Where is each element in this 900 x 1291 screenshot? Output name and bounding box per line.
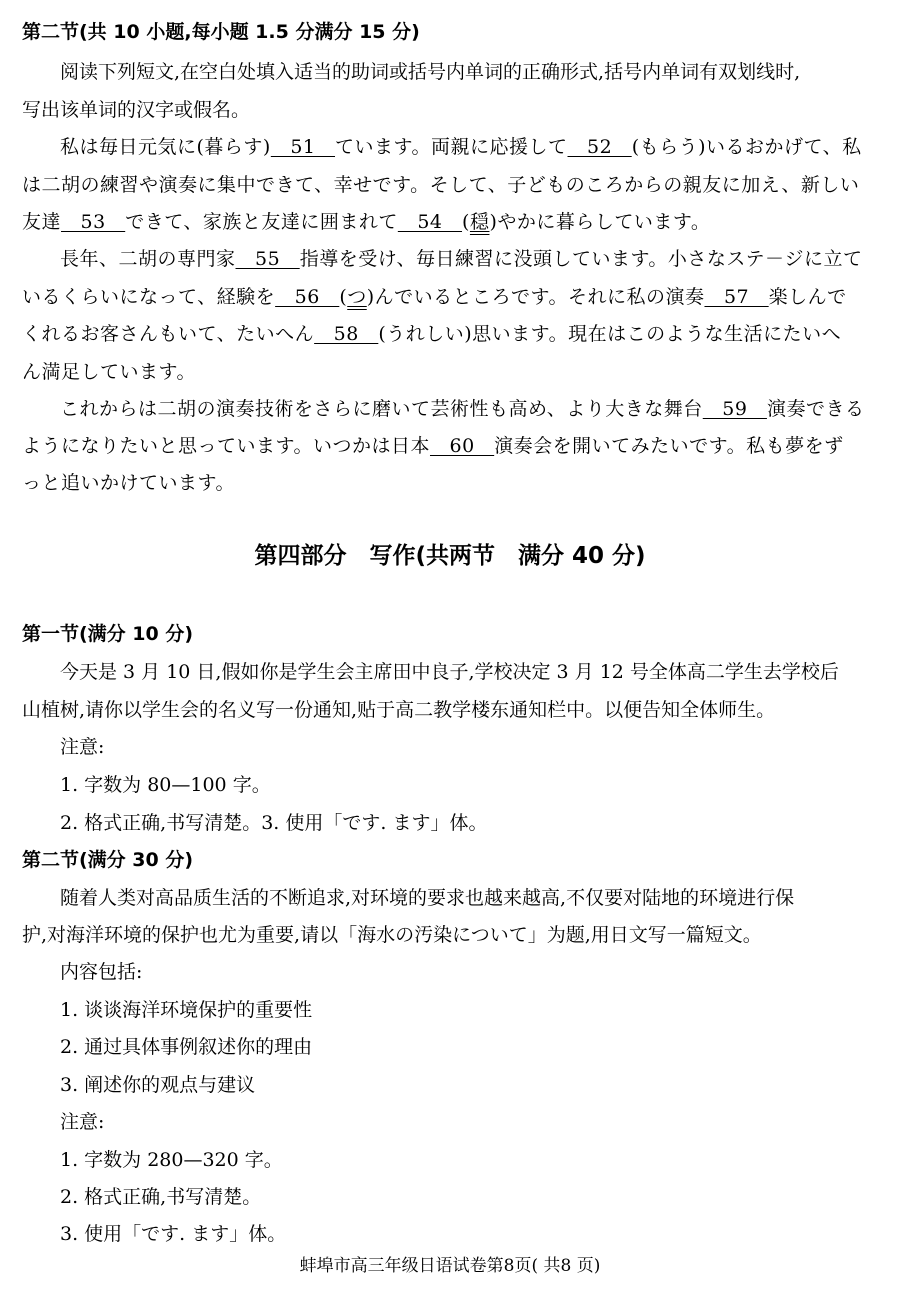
passage-text: (うれしい)思います。現在はこのような生活にたいへ [378, 323, 842, 345]
blank-56: 56 [275, 286, 340, 308]
passage-line6 [22, 320, 882, 348]
passage-line4 [60, 245, 882, 273]
writing-section2-text-line2: 护,对海洋环境的保护也尤为重要,请以「海水の汚染について」为题,用日文写一篇短文。 [22, 924, 762, 946]
page-footer: 蚌埠市高三年级日语试卷第8页( 共8 页) [299, 1256, 601, 1276]
blank-52: 52 [567, 136, 632, 158]
section2-instruction-line1: 阅读下列短文,在空白处填入适当的助词或括号内单词的正确形式,括号内单词有双划线时, [60, 61, 801, 83]
blank-58: 58 [314, 323, 379, 345]
blank-53: 53 [61, 211, 126, 233]
writing-section2-note-2: 2. 格式正确,书写清楚。 [60, 1186, 262, 1208]
writing-section2-note-3: 3. 使用「です. ます」体。 [60, 1223, 287, 1245]
blank-54: 54 [397, 211, 463, 233]
passage-line7: ん満足しています。 [22, 361, 196, 383]
passage-line2: は二胡の練習や演奏に集中できて、幸せです。そして、子どものころからの親友に加え、新しい [22, 174, 860, 196]
passage-text: (もらう)いるおかげて、私 [631, 136, 862, 158]
passage-line10: っと追いかけています。 [22, 472, 235, 494]
writing-section2-heading: 第二节(满分 30 分) [22, 849, 194, 871]
writing-section2-content-3: 3. 阐述你的观点与建议 [60, 1074, 256, 1096]
writing-section1-heading: 第一节(满分 10 分) [22, 623, 194, 645]
passage-text: ようになりたいと思っています。いつかは日本 [22, 435, 430, 457]
section2-instruction-line2: 写出该单词的汉字或假名。 [22, 99, 251, 121]
writing-section2-content-2: 2. 通过具体事例叙述你的理由 [60, 1036, 313, 1058]
writing-section2-note-label: 注意: [60, 1111, 105, 1133]
writing-section1-note-label: 注意: [60, 736, 105, 758]
blank-55: 55 [235, 248, 300, 270]
passage-text: )やかに暮らしています。 [489, 211, 711, 233]
blank-59: 59 [702, 398, 767, 420]
passage-text: )んでいるところです。それに私の演奏 [366, 286, 705, 308]
passage-line8 [60, 395, 882, 423]
writing-section2-content-1: 1. 谈谈海洋环境保护的重要性 [60, 999, 313, 1021]
passage-text: 演奏できる [766, 398, 865, 420]
passage-text: 私は毎日元気に(暮らす) [60, 136, 271, 158]
passage-text: いるくらいになって、経験を [22, 286, 276, 308]
section2-heading: 第二节(共 10 小题,每小题 1.5 分满分 15 分) [22, 21, 420, 43]
passage-text: 指導を受け、毎日練習に没頭しています。小さなステ－ジに立て [299, 248, 863, 270]
double-underlined-word-56: つ [347, 286, 367, 308]
blank-60: 60 [429, 435, 495, 457]
blank-57: 57 [704, 286, 769, 308]
passage-text: ( [339, 286, 348, 308]
passage-text: 演奏会を開いてみたいです。私も夢をず [494, 435, 844, 457]
passage-text: 友達 [22, 211, 62, 233]
blank-51: 51 [270, 136, 336, 158]
passage-text: ています。両親に応援して [335, 136, 568, 158]
writing-section2-content-label: 内容包括: [60, 961, 143, 983]
passage-text: できて、家族と友達に囲まれて [125, 211, 398, 233]
writing-section2-text-line1: 随着人类对高品质生活的不断追求,对环境的要求也越来越高,不仅要对陆地的环境进行保 [60, 887, 795, 909]
passage-line1 [60, 133, 882, 161]
passage-text: 長年、二胡の専門家 [60, 248, 236, 270]
passage-line3 [22, 208, 882, 236]
double-underlined-word-54: 穏 [469, 211, 490, 233]
writing-section1-note-2: 2. 格式正确,书写清楚。3. 使用「です. ます」体。 [60, 812, 488, 834]
part4-title: 第四部分 写作(共两节 满分 40 分) [254, 543, 646, 569]
passage-line5 [22, 283, 882, 311]
writing-section1-note-1: 1. 字数为 80—100 字。 [60, 774, 271, 796]
writing-section1-text-line1: 今天是 3 月 10 日,假如你是学生会主席田中良子,学校决定 3 月 12 号全体高二学生去学校后 [60, 661, 839, 683]
writing-section2-note-1: 1. 字数为 280—320 字。 [60, 1149, 283, 1171]
passage-line9 [22, 432, 882, 460]
passage-text: 楽しんで [768, 286, 847, 308]
passage-text: ( [462, 211, 470, 233]
writing-section1-text-line2: 山植树,请你以学生会的名义写一份通知,贴于高二教学楼东通知栏中。以便告知全体师生。 [22, 699, 776, 721]
passage-text: くれるお客さんもいて、たいへん [22, 323, 315, 345]
passage-text: これからは二胡の演奏技術をさらに磨いて芸術性も高め、より大きな舞台 [60, 398, 703, 420]
